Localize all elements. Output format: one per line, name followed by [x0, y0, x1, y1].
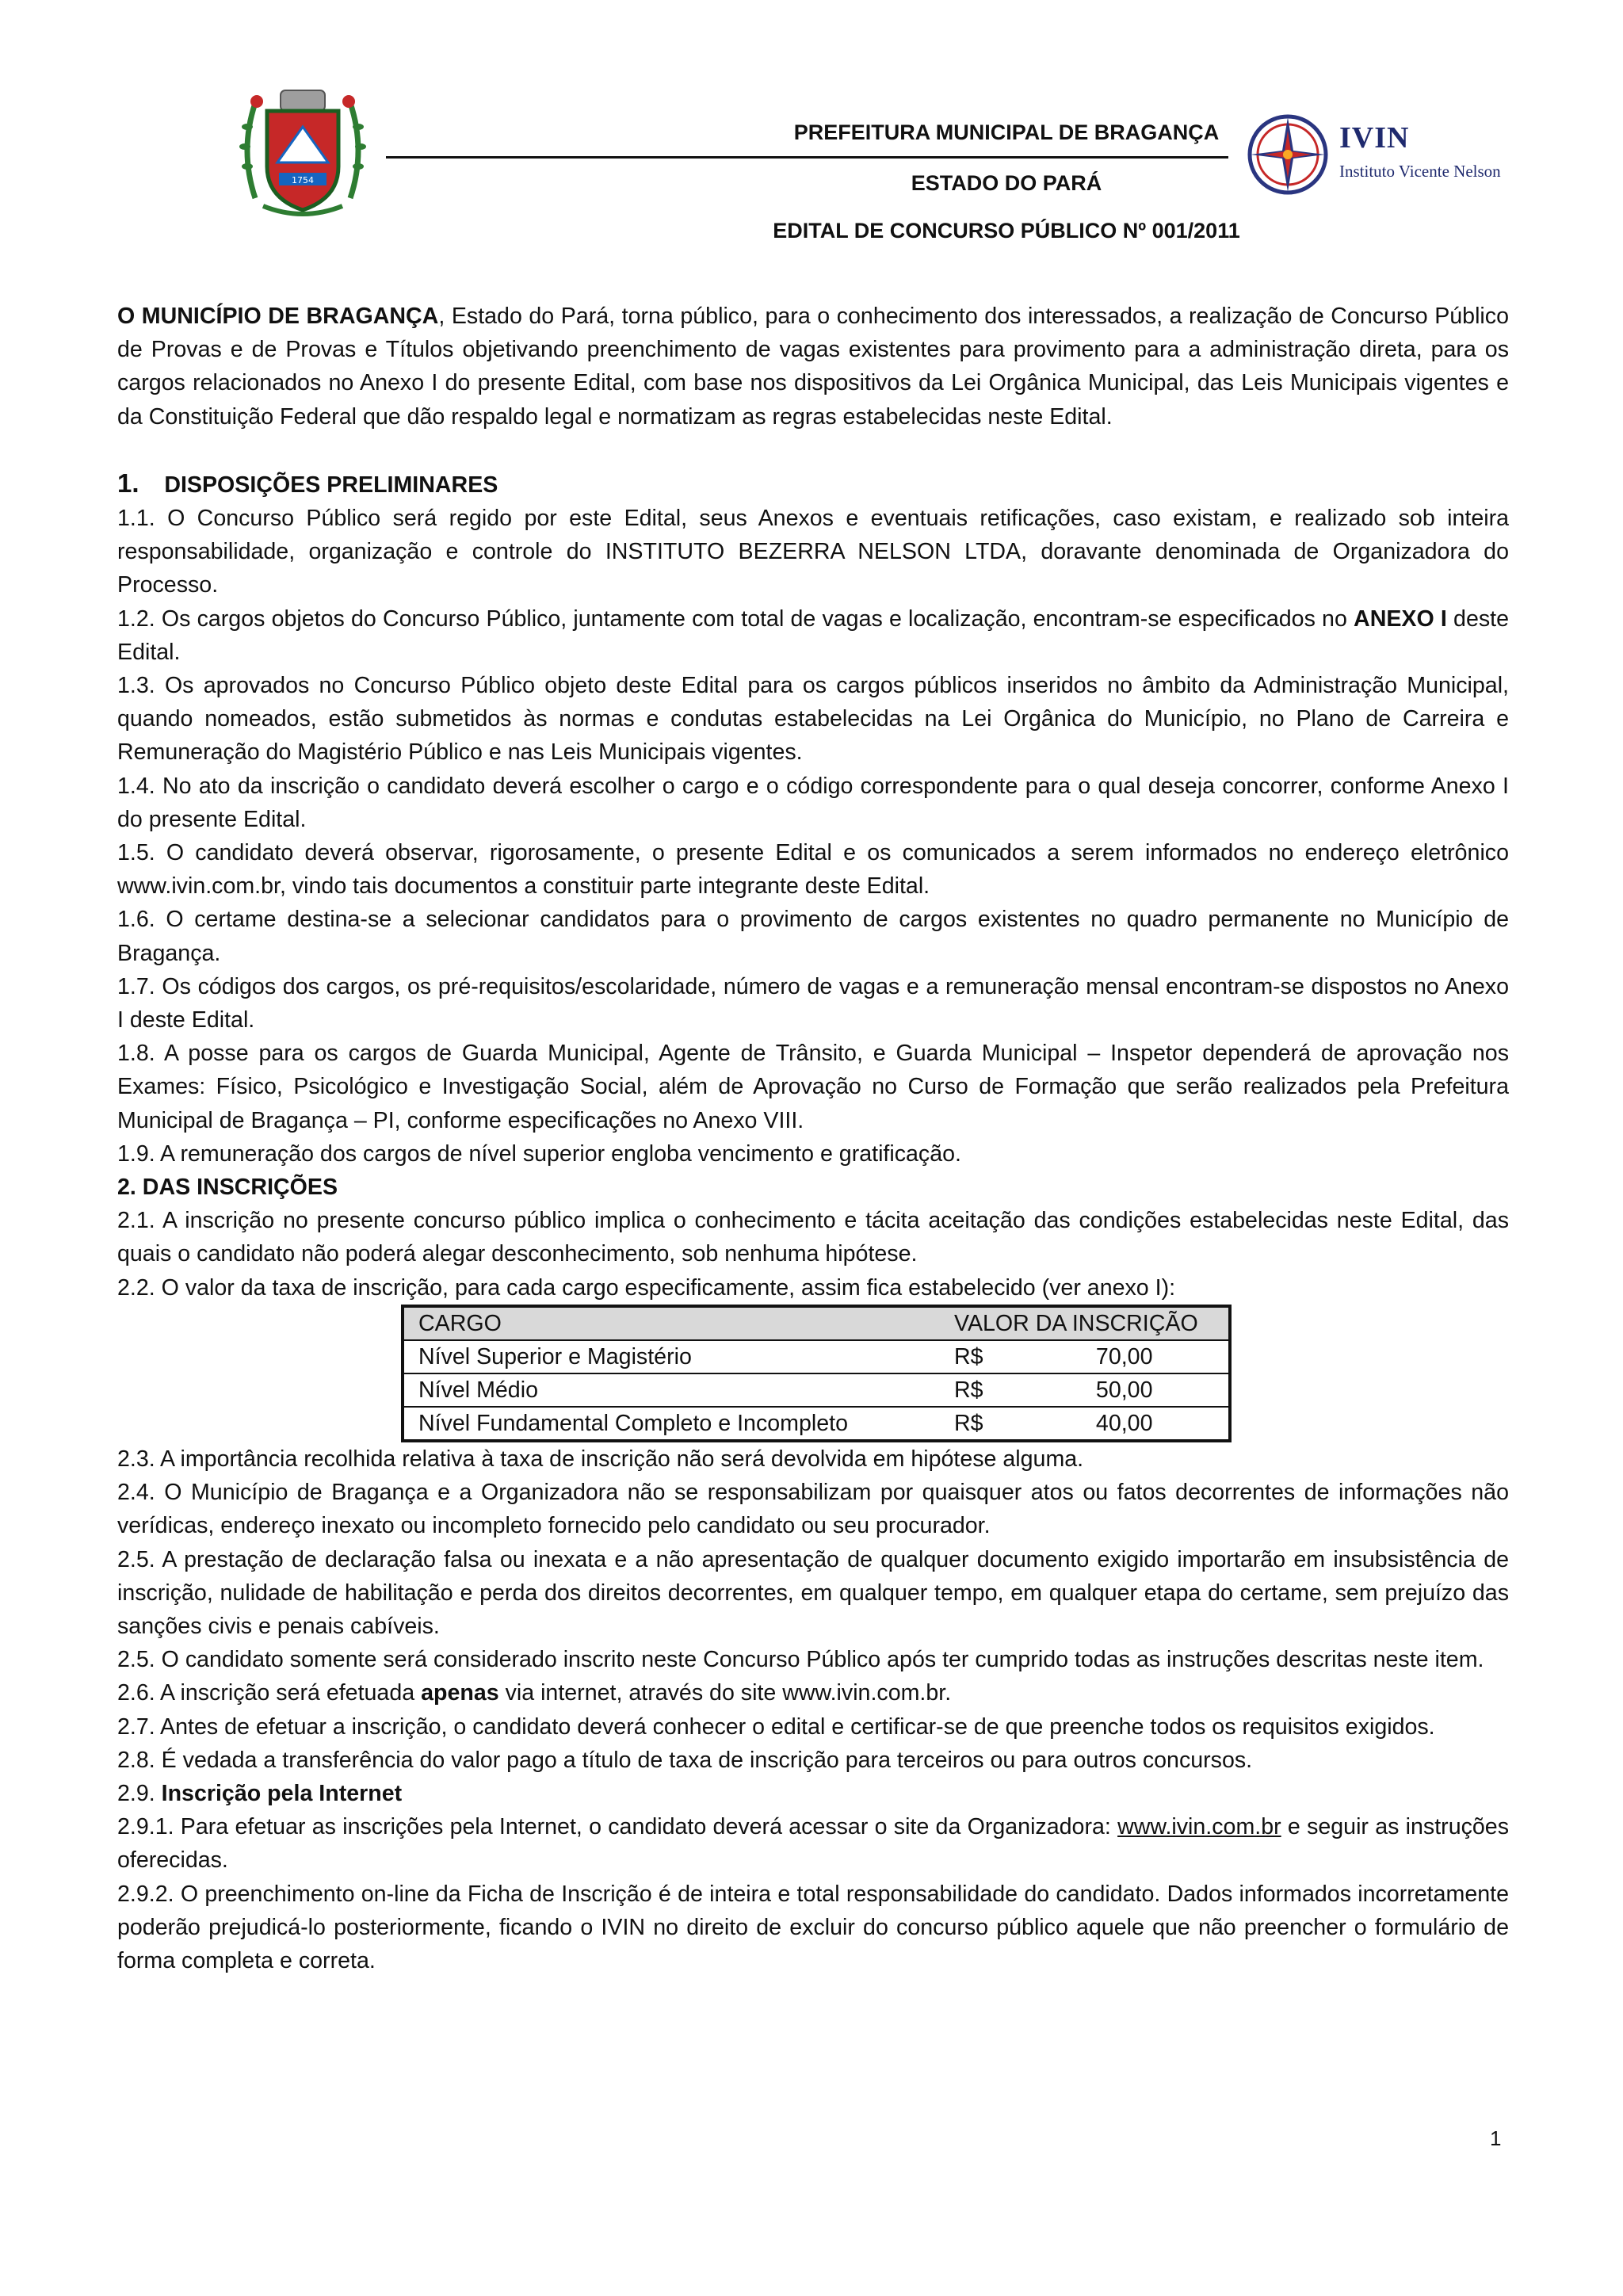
item-2-6-post: via internet, através do site www.ivin.com.br. — [498, 1680, 952, 1706]
item-1-2-anexo: ANEXO I — [1354, 606, 1447, 632]
item-1-9: 1.9. A remuneração dos cargos de nível superior engloba vencimento e gratificação. — [117, 1140, 961, 1167]
header-divider — [386, 156, 1228, 159]
item-1-6: 1.6. O certame destina-se a selecionar candidatos para o provimento de cargos existentes no quadro permanente no Município de Bragança. — [117, 907, 1509, 966]
fee-cargo: Nível Superior e Magistério — [403, 1340, 940, 1373]
fee-header-valor: VALOR DA INSCRIÇÃO — [940, 1306, 1230, 1340]
item-2-5b: 2.5. O candidato somente será considerado inscrito neste Concurso Público após ter cumprido todas as instruções descritas neste item. — [117, 1647, 1484, 1673]
item-2-3: 2.3. A importância recolhida relativa à taxa de inscrição não será devolvida em hipótese alguma. — [117, 1446, 1084, 1472]
fee-value: 50,00 — [1082, 1373, 1230, 1407]
fee-table-row — [403, 1407, 1230, 1441]
item-2-9-1-pre: 2.9.1. Para efetuar as inscrições pela Internet, o candidato deverá acessar o site da Organizadora: — [117, 1814, 1118, 1840]
item-1-2-text: 1.2. Os cargos objetos do Concurso Público, juntamente com total de vagas e localização, encontram-se especificados no — [117, 606, 1347, 632]
item-2-9-1-post: e seguir as instruções oferecidas. — [117, 1814, 1509, 1874]
item-1-1: 1.1. O Concurso Público será regido por este Edital, seus Anexos e eventuais retificações, caso existam, e realizado sob inteira responsabilidade, organização e controle do INSTITUTO BEZERRA NELSON LTDA, doravante denominada de Organizadora do Processo. — [117, 506, 1509, 598]
document-body — [117, 300, 1509, 1977]
item-2-6 — [117, 1676, 1509, 1710]
item-1-2 — [117, 602, 1509, 669]
section-1-heading — [117, 467, 1509, 502]
fee-table — [401, 1305, 1232, 1442]
fee-currency: R$ — [940, 1407, 1082, 1441]
item-1-4: 1.4. No ato da inscrição o candidato deverá escolher o cargo e o código correspondente para o qual deseja concorrer, conforme Anexo I do presente Edital. — [117, 773, 1509, 832]
item-2-7: 2.7. Antes de efetuar a inscrição, o candidato deverá conhecer o edital e certificar-se de que preenche todos os requisitos exigidos. — [117, 1713, 1435, 1740]
item-1-2-tail: deste Edital. — [117, 606, 1509, 665]
item-2-9-1 — [117, 1810, 1509, 1877]
item-2-9-title: Inscrição pela Internet — [161, 1780, 403, 1806]
ivin-brand-subtitle: Instituto Vicente Nelson — [1339, 162, 1501, 181]
item-2-8: 2.8. É vedada a transferência do valor pago a título de taxa de inscrição para terceiros ou para outros concursos. — [117, 1747, 1253, 1773]
fee-value: 70,00 — [1082, 1340, 1230, 1373]
intro-lead: O MUNICÍPIO DE BRAGANÇA — [117, 304, 439, 329]
header-title-edital: EDITAL DE CONCURSO PÚBLICO Nº 001/2011 — [773, 219, 1240, 243]
ivin-logo-icon — [1244, 111, 1331, 198]
item-2-9-number: 2.9. — [117, 1780, 162, 1806]
fee-cargo: Nível Fundamental Completo e Incompleto — [403, 1407, 940, 1441]
fee-value: 40,00 — [1082, 1407, 1230, 1441]
svg-text:1754: 1754 — [292, 175, 314, 185]
intro-paragraph — [117, 300, 1509, 434]
item-1-7: 1.7. Os códigos dos cargos, os pré-requisitos/escolaridade, número de vagas e a remuneração mensal encontram-se dispostos no Anexo I deste Edital. — [117, 973, 1509, 1033]
header-title-prefeitura: PREFEITURA MUNICIPAL DE BRAGANÇA — [793, 120, 1220, 144]
section-1-number: 1. — [117, 468, 139, 498]
item-2-6-pre: 2.6. A inscrição será efetuada — [117, 1680, 422, 1706]
fee-currency: R$ — [940, 1373, 1082, 1407]
item-2-6-bold: apenas — [421, 1680, 499, 1706]
municipal-crest-logo — [231, 79, 374, 222]
fee-table-row — [403, 1373, 1230, 1407]
item-1-5: 1.5. O candidato deverá observar, rigorosamente, o presente Edital e os comunicados a serem informados no endereço eletrônico www.ivin.com.br, vindo tais documentos a constituir parte integrante deste Edital. — [117, 840, 1509, 900]
header-title-estado: ESTADO DO PARÁ — [911, 171, 1102, 195]
fee-header-cargo: CARGO — [403, 1306, 940, 1340]
item-2-1: 2.1. A inscrição no presente concurso público implica o conhecimento e tácita aceitação das condições estabelecidas neste Edital, das quais o candidato não poderá alegar desconhecimento, sob nenhuma hipótese. — [117, 1208, 1509, 1267]
item-2-4: 2.4. O Município de Bragança e a Organizadora não se responsabilizam por quaisquer atos ou fatos decorrentes de informações não verídicas, endereço inexato ou incompleto fornecido pelo candidato ou seu procurador. — [117, 1480, 1509, 1539]
ivin-brand-name: IVIN — [1339, 121, 1410, 155]
section-2-heading: 2. DAS INSCRIÇÕES — [117, 1175, 338, 1201]
item-2-9-2: 2.9.2. O preenchimento on-line da Ficha de Inscrição é de inteira e total responsabilidade do candidato. Dados informados incorretamente poderão prejudicá-lo posteriormente, ficando o IVIN no direito de excluir do concurso público aquele que não preencher o formulário de forma completa e correta. — [117, 1881, 1509, 1973]
fee-table-row — [403, 1340, 1230, 1373]
fee-table-header — [403, 1306, 1230, 1340]
fee-currency: R$ — [940, 1340, 1082, 1373]
item-2-5a: 2.5. A prestação de declaração falsa ou inexata e a não apresentação de qualquer documento exigido importarão em insubsistência de inscrição, nulidade de habilitação e perda dos direitos decorrentes, em qualquer tempo, em qualquer etapa do certame, sem prejuízo das sanções civis e penais cabíveis. — [117, 1546, 1509, 1639]
item-1-3: 1.3. Os aprovados no Concurso Público objeto deste Edital para os cargos públicos inseridos no âmbito da Administração Municipal, quando nomeados, estão submetidos às normas e condutas estabelecidas na Lei Orgânica do Município, no Plano de Carreira e Remuneração do Magistério Público e nas Leis Municipais vigentes. — [117, 673, 1509, 766]
ivin-website-link[interactable]: www.ivin.com.br — [1117, 1814, 1281, 1840]
item-2-2: 2.2. O valor da taxa de inscrição, para cada cargo especificamente, assim fica estabelecido (ver anexo I): — [117, 1274, 1176, 1301]
section-1-title: DISPOSIÇÕES PRELIMINARES — [164, 472, 498, 498]
page-number: 1 — [1490, 2126, 1502, 2150]
item-2-9 — [117, 1777, 1509, 1810]
item-1-8: 1.8. A posse para os cargos de Guarda Municipal, Agente de Trânsito, e Guarda Municipal – Inspetor dependerá de aprovação nos Exames: Físico, Psicológico e Investigação Social, além de Aprovação no Curso de Formação que serão realizados pela Prefeitura Municipal de Bragança – PI, conforme especificações no Anexo VIII. — [117, 1041, 1509, 1133]
intro-text: , Estado do Pará, torna público, para o conhecimento dos interessados, a realização de Concurso Público de Provas e de Provas e Títulos objetivando preenchimento de vagas existentes para provimento para a administração direta, para os cargos relacionados no Anexo I do presente Edital, com base nos dispositivos da Lei Orgânica Municipal, das Leis Municipais vigentes e da Constituição Federal que dão respaldo legal e normatizam as regras estabelecidas neste Edital. — [117, 304, 1509, 430]
fee-cargo: Nível Médio — [403, 1373, 940, 1407]
